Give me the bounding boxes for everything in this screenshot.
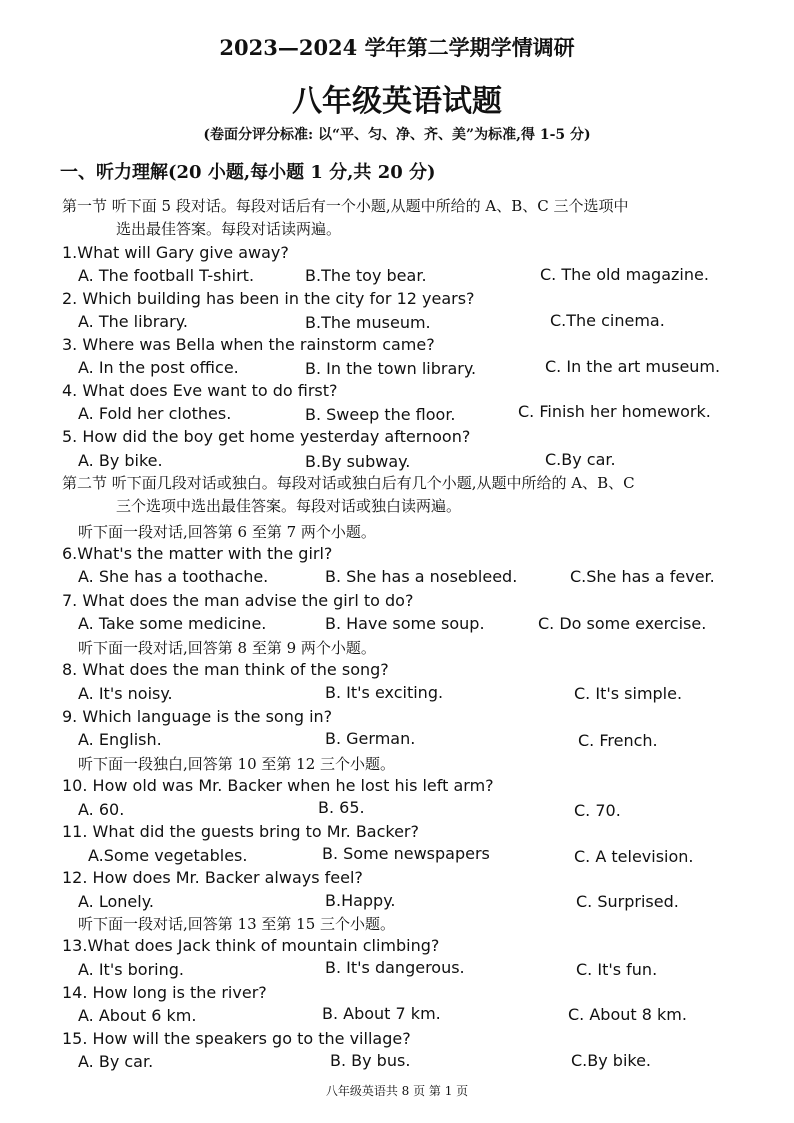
option-5b: B.By subway.: [305, 452, 411, 471]
option-7c: C. Do some exercise.: [538, 614, 707, 633]
option-11b: B. Some newspapers: [322, 844, 490, 863]
option-7a: A. Take some medicine.: [78, 614, 267, 633]
listening-instruction-13-15: 听下面一段对话,回答第 13 至第 15 三个小题。: [78, 915, 396, 933]
option-8b: B. It's exciting.: [325, 683, 444, 702]
option-2c: C.The cinema.: [550, 311, 665, 330]
part2-instruction-line1: 第二节 听下面几段对话或独白。每段对话或独白后有几个小题,从题中所给的 A、B、C: [62, 474, 635, 492]
listening-instruction-8-9: 听下面一段对话,回答第 8 至第 9 两个小题。: [78, 639, 376, 657]
option-15b: B. By bus.: [330, 1051, 411, 1070]
question-8: 8. What does the man think of the song?: [62, 660, 389, 679]
option-15a: A. By car.: [78, 1052, 154, 1071]
question-5: 5. How did the boy get home yesterday afternoon?: [62, 427, 471, 446]
option-14c: C. About 8 km.: [568, 1005, 687, 1024]
question-7: 7. What does the man advise the girl to do?: [62, 591, 414, 610]
option-1a: A. The football T-shirt.: [78, 266, 255, 285]
option-11c: C. A television.: [574, 847, 694, 866]
option-12c: C. Surprised.: [576, 892, 679, 911]
option-11a: A.Some vegetables.: [88, 846, 248, 865]
question-14: 14. How long is the river?: [62, 983, 267, 1002]
question-15: 15. How will the speakers go to the village?: [62, 1029, 411, 1048]
option-10a: A. 60.: [78, 800, 125, 819]
question-9: 9. Which language is the song in?: [62, 707, 333, 726]
part2-instruction: [62, 472, 635, 518]
option-13a: A. It's boring.: [78, 960, 184, 979]
option-6c: C.She has a fever.: [570, 567, 715, 586]
question-11: 11. What did the guests bring to Mr. Backer?: [62, 822, 419, 841]
option-13c: C. It's fun.: [576, 960, 658, 979]
question-6: 6.What's the matter with the girl?: [62, 544, 333, 563]
listening-instruction-6-7: 听下面一段对话,回答第 6 至第 7 两个小题。: [78, 523, 376, 541]
option-2a: A. The library.: [78, 312, 188, 331]
question-1: 1.What will Gary give away?: [62, 243, 289, 262]
part1-instruction-line1: 第一节 听下面 5 段对话。每段对话后有一个小题,从题中所给的 A、B、C 三个选项中: [62, 197, 629, 215]
part1-instruction: [62, 195, 629, 241]
exam-title: 八年级英语试题: [292, 84, 502, 119]
question-10: 10. How old was Mr. Backer when he lost his left arm?: [62, 776, 494, 795]
exam-term-title: 2023—2024 学年第二学期学情调研: [219, 35, 575, 60]
page-footer: 八年级英语共 8 页 第 1 页: [325, 1084, 469, 1098]
question-12: 12. How does Mr. Backer always feel?: [62, 868, 363, 887]
option-14a: A. About 6 km.: [78, 1006, 197, 1025]
option-15c: C.By bike.: [571, 1051, 652, 1070]
part2-instruction-line2: 三个选项中选出最佳答案。每段对话或独白读两遍。: [116, 497, 462, 515]
option-12b: B.Happy.: [325, 891, 396, 910]
option-2b: B.The museum.: [305, 313, 431, 332]
option-13b: B. It's dangerous.: [325, 958, 465, 977]
option-3b: B. In the town library.: [305, 359, 477, 378]
option-1c: C. The old magazine.: [540, 265, 709, 284]
option-12a: A. Lonely.: [78, 892, 154, 911]
option-9c: C. French.: [578, 731, 658, 750]
option-4c: C. Finish her homework.: [518, 402, 711, 421]
question-13: 13.What does Jack think of mountain climbing?: [62, 936, 440, 955]
question-3: 3. Where was Bella when the rainstorm came?: [62, 335, 435, 354]
option-14b: B. About 7 km.: [322, 1004, 441, 1023]
scoring-note: (卷面分评分标准: 以“平、匀、净、齐、美”为标准,得 1-5 分): [203, 127, 591, 143]
option-7b: B. Have some soup.: [325, 614, 485, 633]
question-2: 2. Which building has been in the city for 12 years?: [62, 289, 475, 308]
option-3a: A. In the post office.: [78, 358, 239, 377]
option-9a: A. English.: [78, 730, 162, 749]
option-5a: A. By bike.: [78, 451, 163, 470]
section-title: 一、听力理解(20 小题,每小题 1 分,共 20 分): [60, 162, 436, 183]
question-4: 4. What does Eve want to do first?: [62, 381, 338, 400]
option-10c: C. 70.: [574, 801, 621, 820]
option-6a: A. She has a toothache.: [78, 567, 269, 586]
option-3c: C. In the art museum.: [545, 357, 721, 376]
option-1b: B.The toy bear.: [305, 266, 427, 285]
option-6b: B. She has a nosebleed.: [325, 567, 518, 586]
option-4a: A. Fold her clothes.: [78, 404, 232, 423]
option-8a: A. It's noisy.: [78, 684, 173, 703]
option-4b: B. Sweep the floor.: [305, 405, 456, 424]
option-10b: B. 65.: [318, 798, 365, 817]
listening-instruction-10-12: 听下面一段独白,回答第 10 至第 12 三个小题。: [78, 755, 396, 773]
part1-instruction-line2: 选出最佳答案。每段对话读两遍。: [116, 220, 342, 238]
option-8c: C. It's simple.: [574, 684, 683, 703]
option-9b: B. German.: [325, 729, 416, 748]
option-5c: C.By car.: [545, 450, 616, 469]
